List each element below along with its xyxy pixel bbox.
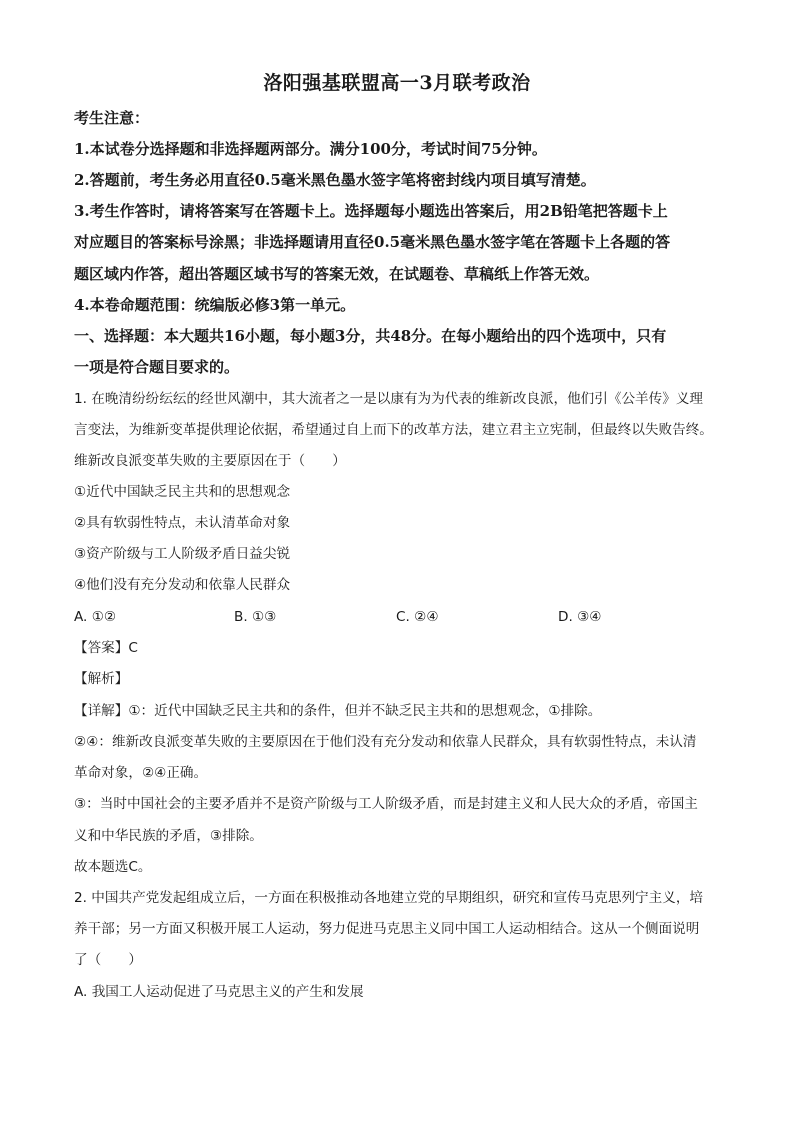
section-heading: 一、选择题：本大题共16小题，每小题3分，共48分。在每小题给出的四个选项中，只有 xyxy=(74,327,667,345)
q2-stem-line-3: 了（ ） xyxy=(74,952,142,968)
answer-label: 【答案】 xyxy=(74,640,129,656)
q1-option-c: C. ②④ xyxy=(396,609,439,625)
q1-statement-2: ②具有软弱性特点，未认清革命对象 xyxy=(74,515,291,531)
q1-statement-4: ④他们没有充分发动和依靠人民群众 xyxy=(74,577,291,593)
q2-option-a: A. 我国工人运动促进了马克思主义的产生和发展 xyxy=(74,984,364,1000)
notice-heading: 考生注意： xyxy=(74,109,150,127)
notice-item-3-cont-2: 题区域内作答，超出答题区域书写的答案无效，在试题卷、草稿纸上作答无效。 xyxy=(74,265,600,283)
q1-analysis-line-2: ②④：维新改良派变革失败的主要原因在于他们没有充分发动和依靠人民群众，具有软弱性特点，未认清 xyxy=(74,734,697,750)
q2-stem-line-2: 养干部；另一方面又积极开展工人运动，努力促进马克思主义同中国工人运动相结合。这从一个侧面说明 xyxy=(74,921,700,937)
notice-item-2: 2.答题前，考生务必用直径0.5毫米黑色墨水签字笔将密封线内项目填写清楚。 xyxy=(74,171,596,189)
q2-stem-line-1: 2. 中国共产党发起组成立后，一方面在积极推动各地建立党的早期组织，研究和宣传马克思列宁主义，培 xyxy=(74,890,704,906)
detail-label: 【详解】 xyxy=(74,703,129,719)
q1-stem-line-2: 言变法，为维新变革提供理论依据，希望通过自上而下的改革方法，建立君主立宪制，但最终以失败告终。 xyxy=(74,422,713,438)
q1-analysis-label: 【解析】 xyxy=(74,671,129,687)
q1-conclusion: 故本题选C。 xyxy=(74,859,152,875)
q1-stem-line-3: 维新改良派变革失败的主要原因在于（ ） xyxy=(74,453,346,469)
q1-statement-1: ①近代中国缺乏民主共和的思想观念 xyxy=(74,484,291,500)
q1-analysis-line-3: 革命对象，②④正确。 xyxy=(74,765,208,781)
notice-item-3-cont-1: 对应题目的答案标号涂黑；非选择题请用直径0.5毫米黑色墨水签字笔在答题卡上各题的答 xyxy=(74,233,671,251)
q1-analysis-line-1 xyxy=(74,701,601,721)
answer-value: C xyxy=(128,640,138,656)
q1-analysis-line-4: ③：当时中国社会的主要矛盾并不是资产阶级与工人阶级矛盾，而是封建主义和人民大众的矛盾，帝国主 xyxy=(74,796,698,812)
q1-stem-line-1: 1. 在晚清纷纷纭纭的经世风潮中，其大流者之一是以康有为为代表的维新改良派，他们引《公羊传》义理 xyxy=(74,391,704,407)
notice-item-1: 1.本试卷分选择题和非选择题两部分。满分100分，考试时间75分钟。 xyxy=(74,140,547,158)
page-title: 洛阳强基联盟高一3月联考政治 xyxy=(263,72,531,94)
q1-statement-3: ③资产阶级与工人阶级矛盾日益尖锐 xyxy=(74,546,291,562)
q1-analysis-line-5: 义和中华民族的矛盾，③排除。 xyxy=(74,828,263,844)
notice-item-3: 3.考生作答时，请将答案写在答题卡上。选择题每小题选出答案后，用2B铅笔把答题卡上 xyxy=(74,202,668,220)
q1-answer xyxy=(74,638,138,658)
analysis-text: ①：近代中国缺乏民主共和的条件，但并不缺乏民主共和的思想观念，①排除。 xyxy=(128,703,602,719)
q1-option-d: D. ③④ xyxy=(558,609,602,625)
q1-option-a: A. ①② xyxy=(74,609,117,625)
notice-item-4: 4.本卷命题范围：统编版必修3第一单元。 xyxy=(74,296,356,314)
q1-option-b: B. ①③ xyxy=(234,609,277,625)
section-heading-cont: 一项是符合题目要求的。 xyxy=(74,358,240,376)
